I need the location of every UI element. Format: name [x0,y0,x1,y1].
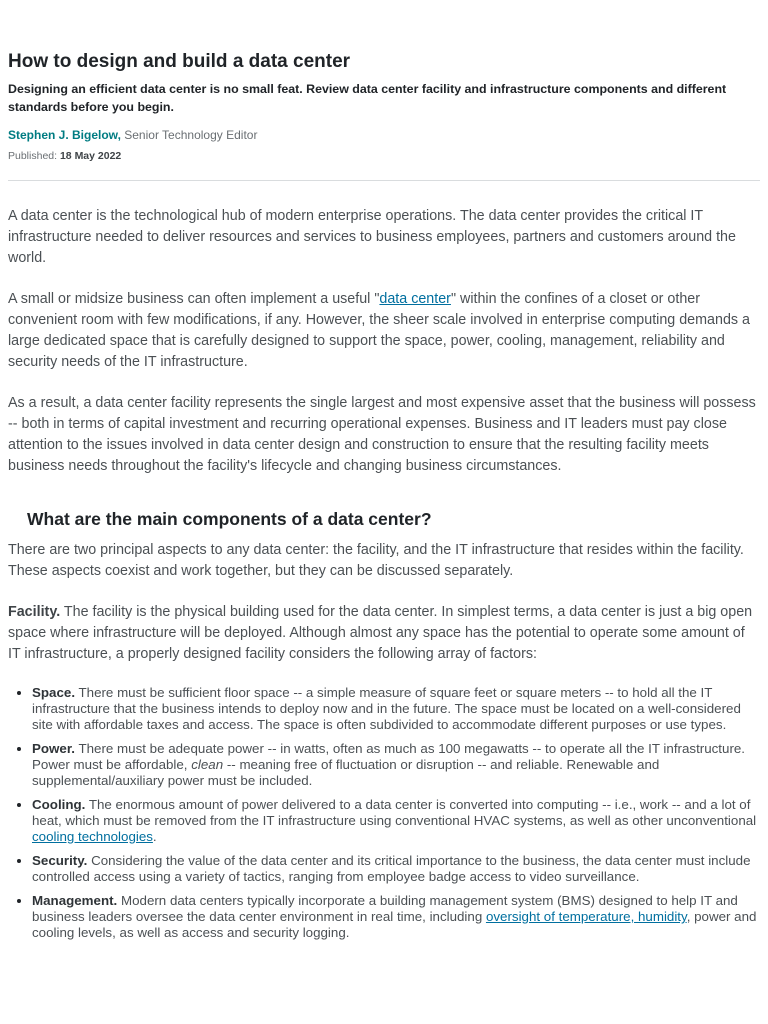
article-body [8,206,760,949]
author-role: Senior Technology Editor [124,128,258,142]
data-center-link[interactable]: data center [379,291,451,307]
header-divider [8,180,760,181]
temperature-humidity-link[interactable]: oversight of temperature, humidity [485,909,687,924]
factor-security-label: Security. [32,853,88,868]
factor-management-label: Management. [32,893,118,908]
factor-security [32,853,760,885]
factor-management [32,893,760,941]
factor-management-text-end: , power and cooling levels, as well as access and security logging. [32,909,757,940]
intro-paragraph-3: As a result, a data center facility represents the single largest and most expensive asset that the business will possess -- both in terms of capital investment and recurring operational expenses. Business and IT leaders must pay close attention to the issues involved in data center design and construction to ensure that the resulting facility meets business needs throughout the facility's lifecycle and changing business circumstances. [8,395,756,474]
factor-cooling [32,797,760,845]
published-label: Published: [8,150,58,162]
factor-power-text-end: -- meaning free of fluctuation or disruption -- and reliable. Renewable and supplemental/auxiliary power must be included. [32,757,660,788]
factor-management-text: Modern data centers typically incorporate a building management system (BMS) designed to help IT and business leaders oversee the data center environment in real time, including [32,893,738,924]
main-components-heading: What are the main components of a data center? [27,509,432,529]
factor-security-text: Considering the value of the data center and its critical importance to the business, the data center must include controlled access using a variety of tactics, ranging from employee badge access to video surveillance. [32,853,751,884]
factor-power [32,741,760,789]
factor-power-emphasis: clean [191,757,224,772]
factor-space [32,685,760,733]
factor-cooling-text: The enormous amount of power delivered to a data center is converted into computing -- i.e., work -- and a lot of heat, which must be removed from the IT infrastructure using conventional HVAC systems, as well as other unconventional [32,797,757,828]
facility-factors-list [8,685,760,941]
factor-space-label: Space. [32,685,76,700]
factor-cooling-text-end: . [152,829,157,844]
paragraph-text: " within the confines of a closet or other convenient room with few modifications, if any. However, the sheer scale involved in enterprise computing demands a large dedicated space that is carefully designed to support the space, power, cooling, management, reliability and security needs of the IT infrastructure. [8,291,750,370]
factor-power-text: There must be adequate power -- in watts, often as much as 100 megawatts -- to operate all the IT infrastructure. Power must be affordable, [32,741,746,772]
paragraph-text: A small or midsize business can often implement a useful " [8,291,380,307]
facility-paragraph [8,602,760,665]
byline [8,128,760,143]
factor-cooling-label: Cooling. [32,797,86,812]
intro-paragraph-2 [8,289,760,373]
factor-power-label: Power. [32,741,76,756]
factor-space-text: There must be sufficient floor space -- a simple measure of square feet or square meters -- to hold all the IT infrastructure that the business intends to deploy now and in the future. The space must be located on a well-considered site with affordable taxes and access. The space is often subdivided to accommodate different purposes or use types. [32,685,741,732]
published-date-line [8,150,760,163]
article-header [8,50,760,163]
facility-text: The facility is the physical building used for the data center. In simplest terms, a data center is just a big open space where infrastructure will be deployed. Although almost any space has the potential to operate some amount of IT infrastructure, a properly designed facility considers the following array of factors: [8,604,753,662]
author-link[interactable]: Stephen J. Bigelow, [8,128,121,142]
intro-paragraph-1: A data center is the technological hub of modern enterprise operations. The data center provides the critical IT infrastructure needed to deliver resources and services to business employees, partners and customers around the world. [8,208,736,266]
components-intro-paragraph: There are two principal aspects to any data center: the facility, and the IT infrastructure that resides within the facility. These aspects coexist and work together, but they can be discussed separately. [8,542,744,579]
article-dek: Designing an efficient data center is no small feat. Review data center facility and infrastructure components and different standards before you begin. [8,82,727,114]
facility-label: Facility. [8,604,61,620]
article-title: How to design and build a data center [8,51,351,72]
cooling-technologies-link[interactable]: cooling technologies [32,829,153,844]
published-date: 18 May 2022 [59,150,122,162]
